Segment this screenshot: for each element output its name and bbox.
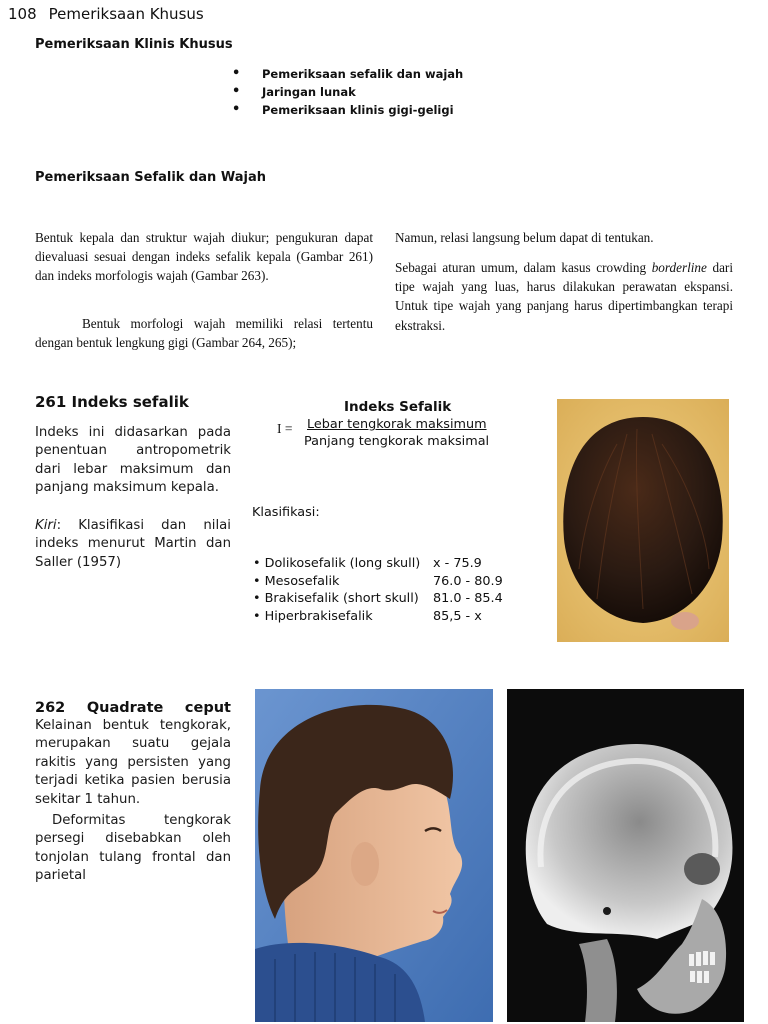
list-item: • Pemeriksaan sefalik dan wajah xyxy=(232,65,463,83)
classification-row xyxy=(253,555,513,573)
classification-label: Klasifikasi: xyxy=(252,505,320,520)
boy-profile-photo xyxy=(255,689,493,1022)
section-261-text: Indeks ini didasarkan pada penentuan antropometrik dari lebar maksimum dan panjang maksimum kepala. xyxy=(35,425,231,496)
formula-title: Indeks Sefalik xyxy=(344,399,452,415)
cephalic-section-heading: Pemeriksaan Sefalik dan Wajah xyxy=(35,170,266,185)
classification-row xyxy=(253,608,513,626)
section-262-paragraph-2: Deformitas tengkorak persegi disebabkan oleh tonjolan tulang frontal dan parietal xyxy=(35,813,231,884)
classification-row xyxy=(253,590,513,608)
section-261-title: 261 Indeks sefalik xyxy=(35,393,189,411)
section-262-paragraph-1: Kelainan bentuk tengkorak, merupakan suatu gejala rakitis yang persisten yang terjadi ketika pasien berusia sekitar 1 tahun. xyxy=(35,718,231,807)
formula-numerator: Lebar tengkorak maksimum xyxy=(307,417,487,432)
formula-symbol: I = xyxy=(277,421,293,436)
section-262-word1: Quadrate xyxy=(86,700,164,716)
note-label: Kiri xyxy=(35,518,57,533)
section-261-note xyxy=(35,517,231,572)
head-top-photo xyxy=(557,399,729,642)
classification-range: 76.0 - 80.9 xyxy=(433,573,503,589)
exam-list xyxy=(232,65,463,119)
classification-range: x - 75.9 xyxy=(433,556,482,571)
page-number: 108 xyxy=(8,5,37,23)
classification-name: • Dolikosefalik (long skull) xyxy=(253,556,421,571)
page-header xyxy=(8,5,204,23)
classification-range: 85,5 - x xyxy=(433,608,482,624)
classification-name: • Mesosefalik xyxy=(253,573,340,589)
intro-right-paragraph-2 xyxy=(395,258,733,335)
intro-right-paragraph-1: Namun, relasi langsung belum dapat di tentukan. xyxy=(395,230,654,245)
classification-name: • Hiperbrakisefalik xyxy=(253,608,373,624)
italic-term: borderline xyxy=(651,260,707,275)
formula-denominator: Panjang tengkorak maksimal xyxy=(304,434,490,449)
running-title: Pemeriksaan Khusus xyxy=(48,5,204,23)
paragraph-text: Sebagai aturan umum, dalam kasus crowding xyxy=(395,260,652,275)
clinic-section-heading: Pemeriksaan Klinis Khusus xyxy=(35,37,233,52)
classification-name: • Brakisefalik (short skull) xyxy=(253,591,419,606)
classification-list xyxy=(253,555,513,625)
intro-left-paragraph-1: Bentuk kepala dan struktur wajah diukur; pengukuran dapat dievaluasi sesuai dengan indeks sefalik kepala (Gambar 261) dan indeks morfologis wajah (Gambar 263). xyxy=(35,230,373,284)
classification-row xyxy=(253,573,513,591)
section-262-word2: ceput xyxy=(184,700,231,716)
section-262-title xyxy=(35,700,231,716)
skull-xray-photo xyxy=(507,689,744,1022)
list-item: • Jaringan lunak xyxy=(232,83,463,101)
list-item: • Pemeriksaan klinis gigi-geligi xyxy=(232,101,463,119)
classification-range: 81.0 - 85.4 xyxy=(433,591,503,606)
note-text: : Klasifikasi dan nilai indeks menurut Martin dan Saller (1957) xyxy=(35,518,231,570)
paragraph-text: dari tipe wajah yang luas, harus dilakukan perawatan ekspansi. Untuk tipe wajah yang panjang harus dipertimbangkan terapi ekstraksi. xyxy=(395,260,733,333)
intro-left-paragraph-2: Bentuk morfologi wajah memiliki relasi tertentu dengan bentuk lengkung gigi (Gambar 264, 265); xyxy=(35,316,373,351)
section-262-number: 262 xyxy=(35,700,66,716)
